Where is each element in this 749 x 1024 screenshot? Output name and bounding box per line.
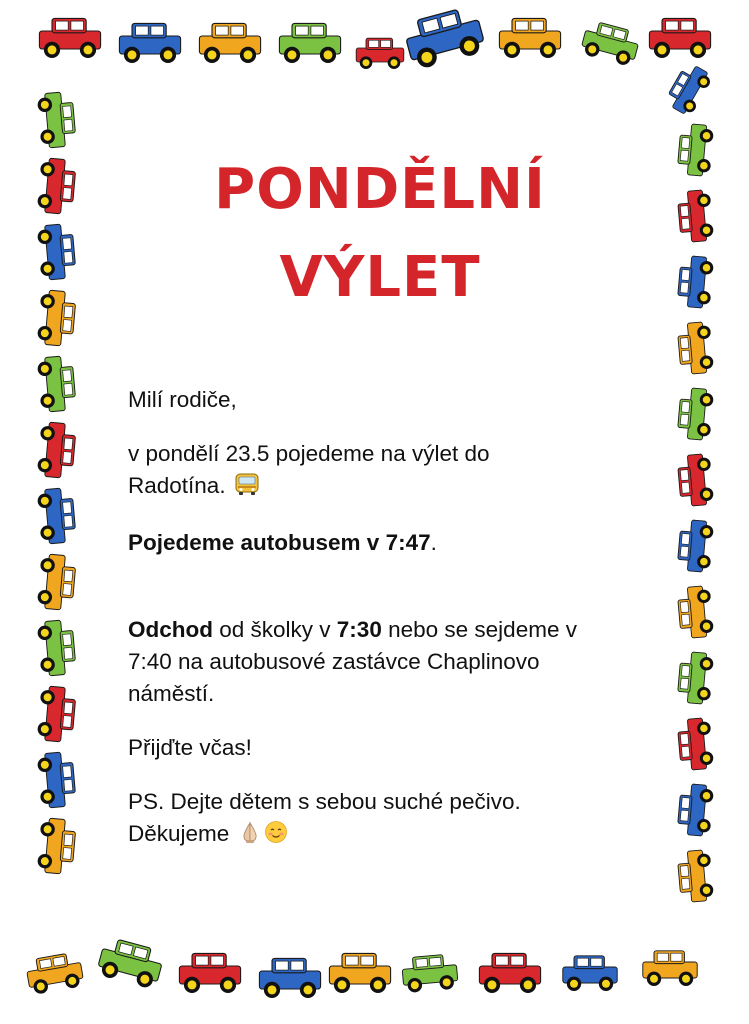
title-line-1: PONDĚLNÍ bbox=[214, 157, 546, 222]
toy-car-26 bbox=[37, 554, 77, 611]
toy-car-14 bbox=[329, 953, 390, 993]
toy-car-42 bbox=[677, 849, 714, 903]
toy-car-25 bbox=[37, 487, 77, 544]
toy-car-28 bbox=[37, 686, 77, 743]
trip-line-2: Radotína. bbox=[128, 473, 226, 498]
toy-car-4 bbox=[356, 38, 404, 69]
toy-car-11 bbox=[96, 936, 165, 990]
departure-text-1: od školky v bbox=[213, 617, 337, 642]
toy-car-39 bbox=[677, 651, 714, 705]
toy-car-1 bbox=[119, 23, 180, 63]
toy-car-40 bbox=[677, 717, 714, 771]
ps-text bbox=[128, 786, 648, 853]
departure-bold: Odchod bbox=[128, 617, 213, 642]
toy-car-34 bbox=[677, 321, 714, 375]
toy-car-7 bbox=[580, 19, 642, 67]
departure-text-2: nebo se sejdeme v bbox=[381, 617, 577, 642]
ps-line: PS. Dejte dětem s sebou suché pečivo. bbox=[128, 789, 521, 814]
toy-car-0 bbox=[39, 18, 100, 58]
toy-car-24 bbox=[37, 422, 77, 479]
toy-car-31 bbox=[677, 123, 714, 177]
toy-car-15 bbox=[401, 954, 458, 994]
bus-emoji-icon bbox=[234, 472, 260, 505]
toy-car-8 bbox=[649, 18, 710, 58]
on-time-text: Přijďte včas! bbox=[128, 735, 252, 760]
message-body bbox=[128, 384, 648, 853]
toy-car-36 bbox=[677, 453, 714, 507]
smiling-face-icon bbox=[264, 820, 288, 853]
toy-car-23 bbox=[37, 355, 77, 412]
toy-car-29 bbox=[37, 751, 77, 808]
departure-time-bold: 7:30 bbox=[336, 617, 382, 642]
toy-car-22 bbox=[37, 290, 77, 347]
toy-car-20 bbox=[37, 158, 77, 215]
toy-car-33 bbox=[677, 255, 714, 309]
departure-line-2: 7:40 na autobusové zastávce Chaplinovo bbox=[128, 649, 540, 674]
bus-time-bold: Pojedeme autobusem v 7:47 bbox=[128, 530, 431, 555]
bus-time-text bbox=[128, 527, 648, 559]
trip-announcement bbox=[128, 438, 648, 505]
toy-car-37 bbox=[677, 519, 714, 573]
toy-car-13 bbox=[259, 958, 320, 998]
thanks-text: Děkujeme bbox=[128, 821, 230, 846]
toy-car-3 bbox=[279, 23, 340, 63]
toy-car-30 bbox=[37, 818, 77, 875]
toy-car-2 bbox=[199, 23, 260, 63]
toy-car-38 bbox=[677, 585, 714, 639]
trip-line-1: v pondělí 23.5 pojedeme na výlet do bbox=[128, 441, 490, 466]
toy-car-35 bbox=[677, 387, 714, 441]
toy-car-27 bbox=[37, 619, 77, 676]
toy-car-9 bbox=[664, 61, 714, 118]
toy-car-16 bbox=[479, 953, 540, 993]
bus-time-period: . bbox=[430, 530, 437, 555]
departure-text bbox=[128, 614, 648, 710]
toy-car-12 bbox=[179, 953, 240, 993]
toy-car-5 bbox=[402, 5, 487, 71]
toy-car-17 bbox=[563, 956, 617, 991]
toy-car-41 bbox=[677, 783, 714, 837]
praying-hands-icon bbox=[238, 820, 262, 853]
toy-car-18 bbox=[643, 951, 697, 986]
departure-line-3: náměstí. bbox=[128, 681, 215, 706]
greeting-text: Milí rodiče, bbox=[128, 387, 237, 412]
title-line-2: VÝLET bbox=[279, 245, 481, 310]
toy-car-32 bbox=[677, 189, 714, 243]
toy-car-6 bbox=[499, 18, 560, 58]
toy-car-21 bbox=[37, 223, 77, 280]
toy-car-19 bbox=[37, 91, 77, 148]
toy-car-10 bbox=[25, 951, 85, 995]
